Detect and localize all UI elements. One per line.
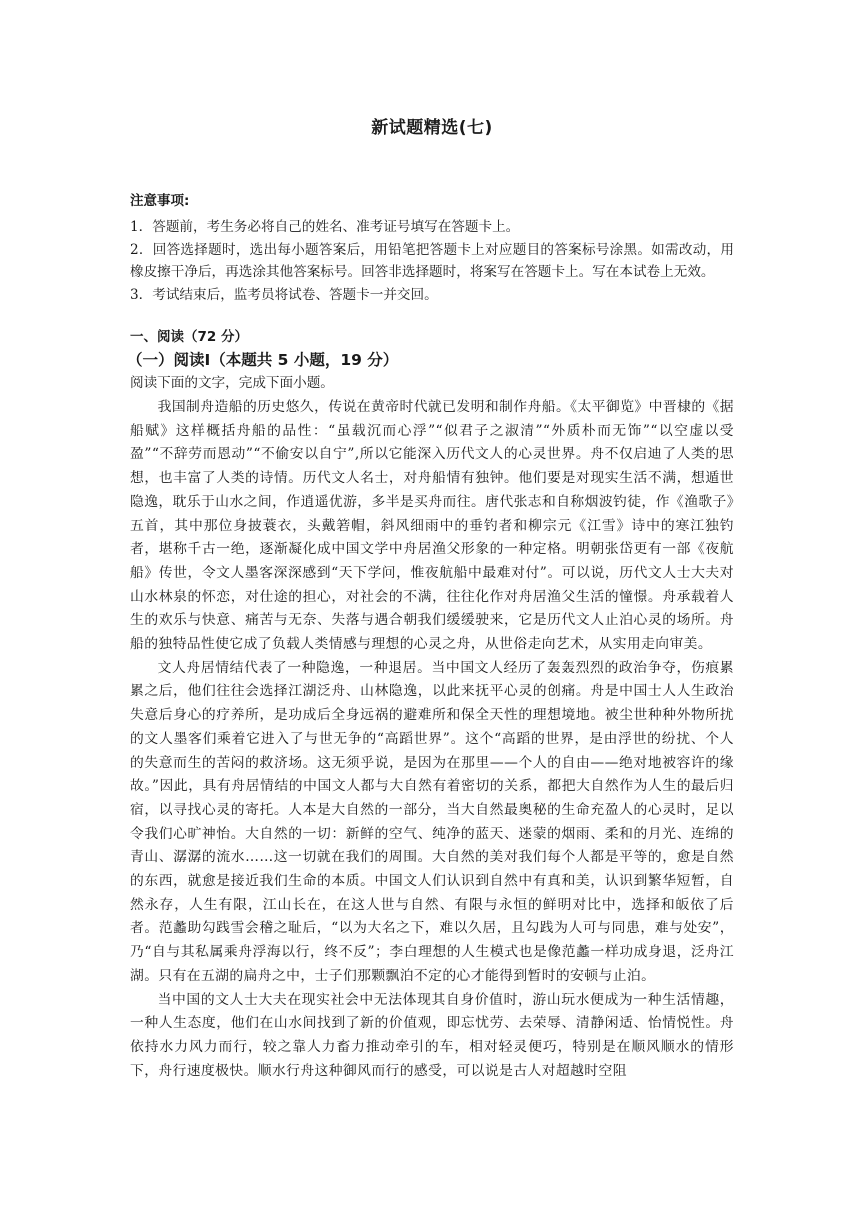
reading-passage: [130, 396, 734, 1083]
notice-item: 1．答题前，考生务必将自己的姓名、准考证号填写在答题卡上。: [130, 219, 520, 235]
passage-paragraph: 我国制舟造船的历史悠久，传说在黄帝时代就已发明和制作舟船。《太平御览》中晋棣的《据船赋》这样概括舟船的品性：“虽载沉而心浮”“似君子之淑清”“外质朴而无饰”“以空虚以受盈”“不辞劳而恩动”“不偷安以自宁”,所以它能深入历代文人的心灵世界。舟不仅启迪了人类的思想，也丰富了人类的诗情。历代文人名士，对舟船情有独钟。他们要是对现实生活不满，想遁世隐逸，耽乐于山水之间，作逍遥优游，多半是买舟而往。唐代张志和自称烟波钓徒，作《渔歌子》五首，其中那位身披蓑衣，头戴箬帽，斜风细雨中的垂钓者和柳宗元《江雪》诗中的寒江独钓者，堪称千古一绝，逐渐凝化成中国文学中舟居渔父形象的一种定格。明朝张岱更有一部《夜航船》传世，令文人墨客深深感到“天下学问，惟夜航船中最难对付”。可以说，历代文人士大夫对山水林泉的怀恋，对仕途的担心，对社会的不满，往往化作对舟居渔父生活的憧憬。舟承载着人生的欢乐与快意、痛苦与无奈、失落与遇合朝我们缓缓驶来，它是历代文人止泊心灵的场所。舟船的独特品性使它成了负载人类情感与理想的心灵之舟，从世俗走向艺术，从实用走向审美。: [130, 399, 734, 653]
notice-heading: 注意事项:: [130, 193, 190, 209]
subsection-heading: （一）阅读Ⅰ（本题共 5 小题，19 分）: [127, 351, 399, 369]
notice-item: 2．回答选择题时，选出每小题答案后，用铅笔把答题卡上对应题目的答案标号涂黑。如需改动，用橡皮擦干净后，再选涂其他答案标号。回答非选择题时，将案写在答题卡上。写在本试卷上无效。: [130, 241, 734, 281]
passage-paragraph: 当中国的文人士大夫在现实社会中无法体现其自身价值时，游山玩水便成为一种生活情趣，一种人生态度，他们在山水间找到了新的价值观，即忘忧劳、去荣辱、清静闲适、怡情悦性。舟依持水力风力而行，较之靠人力畜力推动牵引的车，相对轻灵便巧，特别是在顺风顺水的情形下，舟行速度极快。顺水行舟这种御风而行的感受，可以说是古人对超越时空阻: [130, 991, 734, 1079]
reading-instruction: 阅读下面的文字，完成下面小题。: [130, 375, 334, 391]
page-title: 新试题精选(七): [371, 118, 493, 138]
notice-list: [130, 216, 734, 306]
notice-item: 3．考试结束后，监考员将试卷、答题卡一并交回。: [130, 286, 438, 303]
section-heading: 一、阅读（72 分）: [130, 329, 248, 345]
passage-paragraph: 文人舟居情结代表了一种隐逸，一种退居。当中国文人经历了轰轰烈烈的政治争夺，伤痕累累之后，他们往往会选择江湖泛舟、山林隐逸，以此来抚平心灵的创痛。舟是中国士人人生政治失意后身心的疗养所，是功成后全身远祸的避难所和保全天性的理想境地。被尘世种种外物所扰的文人墨客们乘着它进入了与世无争的“高蹈世界”。这个“高蹈的世界，是由浮世的纷扰、个人的失意而生的苦闷的救济场。这无须乎说，是因为在那里——个人的自由——绝对地被容许的缘故。”因此，具有舟居情结的中国文人都与大自然有着密切的关系，都把大自然作为人生的最后归宿，以寻找心灵的寄托。人本是大自然的一部分，当大自然最奥秘的生命充盈人的心灵时，足以令我们心旷神怡。大自然的一切：新鲜的空气、纯净的蓝天、迷蒙的烟雨、柔和的月光、连绵的青山、潺潺的流水……这一切就在我们的周围。大自然的美对我们每个人都是平等的，愈是自然的东西，就愈是接近我们生命的本质。中国文人们认识到自然中有真和美，认识到繁华短暂，自然永存，人生有限，江山长在，在这人世与自然、有限与永恒的鲜明对比中，选择和皈依了后者。范蠡助勾践雪会稽之耻后，“以为大名之下，难以久居，且勾践为人可与同患，难与处安”，乃“自与其私属乘舟浮海以行，终不反”；李白理想的人生模式也是像范蠡一样功成身退，泛舟江湖。只有在五湖的扁舟之中，士子们那颗飘泊不定的心才能得到暂时的安顿与止泊。: [130, 659, 734, 984]
